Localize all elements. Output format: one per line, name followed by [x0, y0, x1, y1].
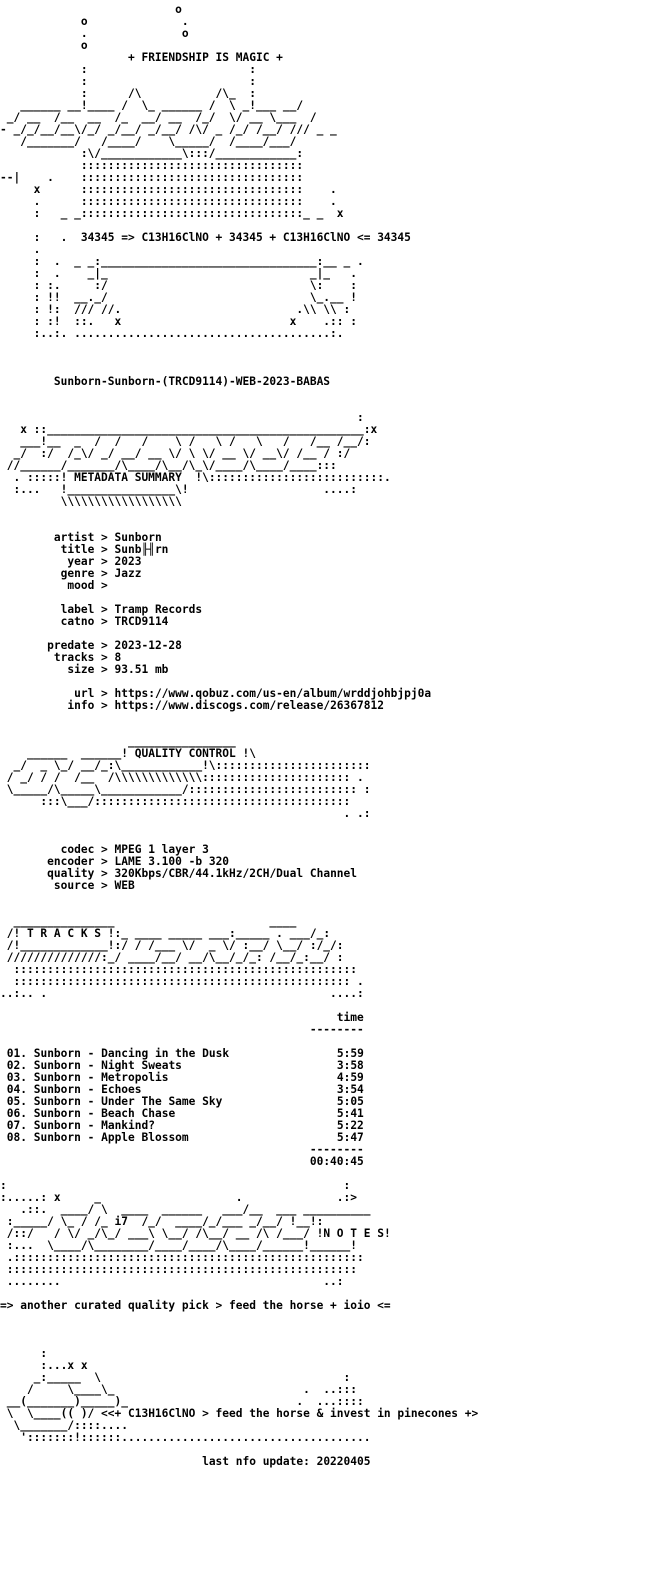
track-time: 5:47 [336, 1131, 364, 1144]
track-number: 05. [6, 1095, 27, 1108]
quality-key: quality [47, 867, 95, 880]
metadata-key: title [60, 543, 95, 556]
tracks-title: T R A C K S [26, 927, 102, 940]
quality-title: QUALITY CONTROL [134, 747, 236, 760]
metadata-key: label [60, 603, 95, 616]
header-formula: 34345 => C13H16ClNO + 34345 + C13H16ClNO <= 34345 [80, 231, 411, 244]
quality-value: WEB [114, 879, 135, 892]
track-title: Beach Chase [101, 1107, 176, 1120]
notes-text: => another curated quality pick > feed the horse + ioio <= [0, 1299, 391, 1312]
track-title: Dancing in the Dusk [101, 1047, 230, 1060]
quality-value: MPEG 1 layer 3 [114, 843, 209, 856]
track-artist: Sunborn [33, 1047, 81, 1060]
notes-title: N O T E S [323, 1227, 384, 1240]
track-time: 5:22 [336, 1119, 364, 1132]
track-title: Under The Same Sky [101, 1095, 223, 1108]
header-tagline: + FRIENDSHIP IS MAGIC + [127, 51, 283, 64]
metadata-key: info [67, 699, 95, 712]
metadata-value: https://www.qobuz.com/us-en/album/wrddjohbjpj0a [114, 687, 432, 700]
time-header: time [336, 1011, 364, 1024]
metadata-title: METADATA SUMMARY [74, 471, 182, 484]
quality-key: source [53, 879, 95, 892]
metadata-key: url [74, 687, 95, 700]
release-name: Sunborn-Sunborn-(TRCD9114)-WEB-2023-BABAS [53, 375, 331, 388]
track-artist: Sunborn [33, 1107, 81, 1120]
last-update: last nfo update: 20220405 [202, 1455, 371, 1468]
track-title: Echoes [101, 1083, 142, 1096]
track-title: Metropolis [101, 1071, 169, 1084]
metadata-key: tracks [53, 651, 95, 664]
track-time: 3:58 [336, 1059, 364, 1072]
metadata-key: genre [60, 567, 95, 580]
metadata-key: artist [53, 531, 95, 544]
metadata-key: mood [67, 579, 95, 592]
track-time: 5:41 [336, 1107, 364, 1120]
metadata-key: year [67, 555, 95, 568]
metadata-value: TRCD9114 [114, 615, 169, 628]
track-number: 04. [6, 1083, 27, 1096]
metadata-value: https://www.discogs.com/release/26367812 [114, 699, 384, 712]
tracks-total: 00:40:45 [309, 1155, 364, 1168]
track-title: Mankind? [101, 1119, 155, 1132]
metadata-value: 8 [114, 651, 122, 664]
metadata-value: Sunborn [114, 531, 162, 544]
track-artist: Sunborn [33, 1119, 81, 1132]
metadata-value: 2023-12-28 [114, 639, 182, 652]
quality-value: 320Kbps/CBR/44.1kHz/2CH/Dual Channel [114, 867, 358, 880]
track-title: Night Sweats [101, 1059, 182, 1072]
quality-value: LAME 3.100 -b 320 [114, 855, 230, 868]
track-time: 5:59 [336, 1047, 364, 1060]
metadata-key: catno [60, 615, 95, 628]
metadata-value: Sunb╟╢rn [114, 543, 169, 556]
track-number: 02. [6, 1059, 27, 1072]
footer-tagline: <<+ C13H16ClNO > feed the horse & invest in pinecones +> [101, 1407, 479, 1420]
track-artist: Sunborn [33, 1059, 81, 1072]
track-time: 4:59 [336, 1071, 364, 1084]
track-artist: Sunborn [33, 1131, 81, 1144]
track-number: 03. [6, 1071, 27, 1084]
metadata-value: 93.51 mb [114, 663, 169, 676]
track-title: Apple Blossom [101, 1131, 189, 1144]
track-number: 07. [6, 1119, 27, 1132]
track-artist: Sunborn [33, 1083, 81, 1096]
track-number: 08. [6, 1131, 27, 1144]
track-number: 06. [6, 1107, 27, 1120]
metadata-key: predate [47, 639, 95, 652]
metadata-value: Jazz [114, 567, 142, 580]
track-time: 5:05 [336, 1095, 364, 1108]
track-time: 3:54 [336, 1083, 364, 1096]
track-artist: Sunborn [33, 1095, 81, 1108]
quality-key: codec [60, 843, 95, 856]
track-artist: Sunborn [33, 1071, 81, 1084]
metadata-key: size [67, 663, 95, 676]
nfo-document: o o . . o o + FRIENDSHIP IS MAGIC + : : : : : /\ /\_ : ______ __!____ / \_ ______ / \ _!___ __/ _/ __ /__ __ /_ __/ __ /_/ \/ __ \___ / - _/_/__/__\/_/ _/__/ _/__/ /\/ _ /_/ /__/ /// _ _ /_______/ /____/ \_____/ /____/___/ :\/____________\:::/____________: ::::::::::::::::::::::::::::::::: --| . ::::::::::::::::::::::::::::::::: x ::::::::::::::::::::::::::::::::: . . ::::::::::::::::::::::::::::::::: . : _ _:::::::::::::::::::::::::::::::::_ _ x : . 34345 => C13H16ClNO + 34345 + C13H16ClNO <= 34345 . : . _ _:________________________________:__ _ . : . _|_ _|_ . : :. :/ \: : : !! __._/ \_.__ ! : !: /// //. .\\ \\ : : :! ::. x x .:: : :..:. ......................................:. Sunborn-Sunborn-(TRCD9114)-WEB-2023-BABAS : x ::_______________________________________________:x ___!__ _ / / / \ / \ / \ / /__ /__/: _/ :/ /_\/ _/ __/ __ \/ \ \/ __ \/ __\/ /__ / :/ //______/_______/\____/\__/\_\/____/\____/____::: . :::::! METADATA SUMMARY !\::::::::::::::::::::::::::. :... !________________\! ....: \\\\\\\\\\\\\\\\\\ artist > Sunborn title > Sunb╟╢rn year > 2023 genre > Jazz mood > label > Tramp Records catno > TRCD9114 predate > 2023-12-28 tracks > 8 size > 93.51 mb url > https://www.qobuz.com/us-en/album/wrddjohbjpj0a info > https://www.discogs.com/release/26367812 ________________ ______ ______! QUALITY CONTROL !\ _/ _ \_/ __/_:\____________!\::::::::::::::::::::::: / _/ / / /__ /\\\\\\\\\\\\\:::::::::::::::::::::: . \_____/\_____\____________/::::::::::::::::::::::::: : :::\___/:::::::::::::::::::::::::::::::::::::: . .: codec > MPEG 1 layer 3 encoder > LAME 3.100 -b 320 quality > 320Kbps/CBR/44.1kHz/2CH/Dual Channel source > WEB _______________ ____ /! T R A C K S !:_ ____ _____ ___:_____ . ___/_: /!_____________!:/ / /___ \/ _ \/ :__/ \__/ :/_/: //////////////:_/ ____/__/ __/\__/_/_: /__/_:__/ : ::::::::::::::::::::::::::::::::::::::::::::::::::: :::::::::::::::::::::::::::::::::::::::::::::::::: . ..:.. . ....: time -------- 01. Sunborn - Dancing in the Dusk 5:59 02. Sunborn - Night Sweats 3:58 03. Sunborn - Metropolis 4:59 04. Sunborn - Echoes 3:54 05. Sunborn - Under The Same Sky 5:05 06. Sunborn - Beach Chase 5:41 07. Sunborn - Mankind? 5:22 08. Sunborn - Apple Blossom 5:47 -------- 00:40:45 : : :.....: x _ . .:> .::. ____/ \ ____ ______ ___/__ ___ __________ :_____/ \_ / /_ i7 /_/ ____/_/___ _/__/ !__!: /::/ / \/ _/\_/ ___\ \__/ /\__/ __ /\ /___/ !N O T E S! :... \____/\________/____/____/\____/______!______! .:::::::::::::::::::::::::::::::::::::::::::::::::::: :::::::::::::::::::::::::::::::::::::::::::::::::::: ........ ..: => another curated quality pick > feed the horse + ioio <= : :...x x _:_____ \ : / \____\_ . ..::: __(_______)_____)_ . ...:::: \ \____(( )/ <<+ C13H16ClNO > feed the horse & invest in pinecones +> \_______/::::.... ':::::::!::::::..................................... last nfo update: 20220405 [0, 3, 479, 1468]
track-number: 01. [6, 1047, 27, 1060]
quality-key: encoder [47, 855, 95, 868]
metadata-value: 2023 [114, 555, 142, 568]
metadata-value: Tramp Records [114, 603, 203, 616]
